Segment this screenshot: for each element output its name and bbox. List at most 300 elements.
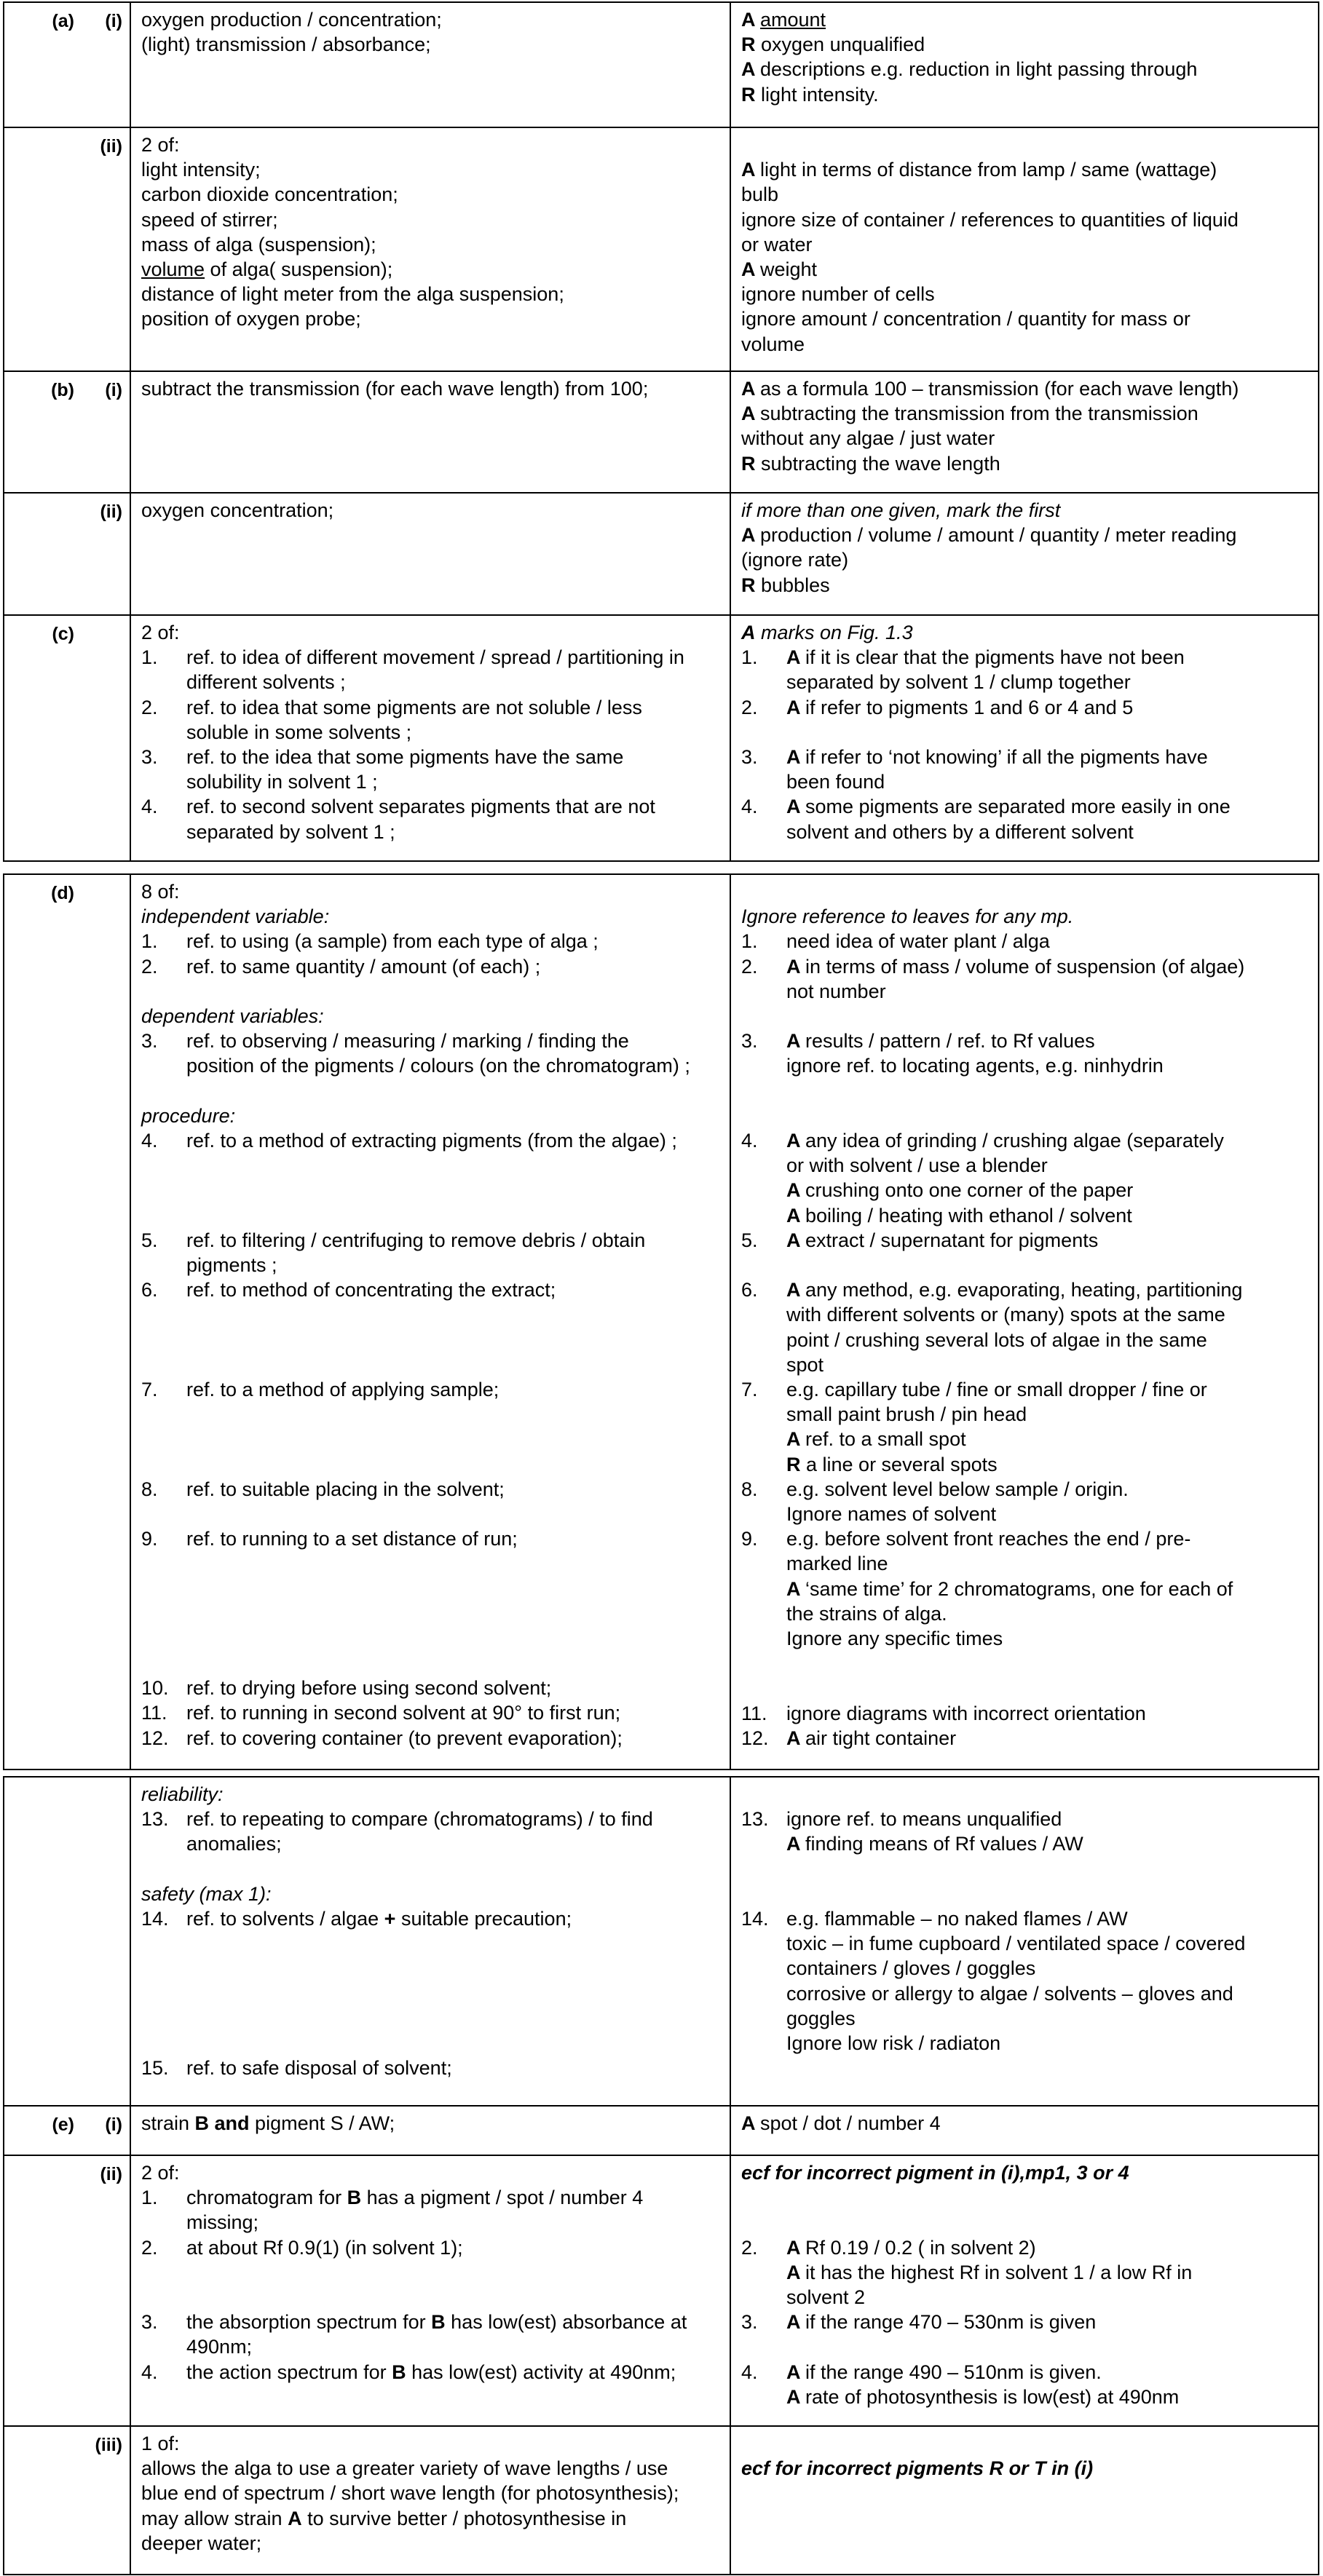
text-run: small paint brush / pin head [786,1403,1027,1426]
point-line [186,1302,721,1327]
text-run: A [741,2112,760,2134]
point-line [786,1906,1309,1931]
point-line [786,1726,1309,1751]
text-run: 2 of: [141,2162,180,2184]
text-run: 1 of: [141,2433,180,2454]
point-text [786,2235,1309,2310]
text-run: ref. to drying before using second solvent; [186,1677,552,1700]
text-line [141,1103,721,1128]
question-label-cell [4,371,130,493]
text-run: ref. to filtering / centrifuging to remove debris / obtain [186,1229,646,1251]
text-run: spot / dot / number 4 [760,2112,941,2134]
text-run: A [786,796,805,818]
text-run: pigments ; [186,1253,277,1276]
point-number: 3. [741,746,758,768]
point-number: 5. [741,1229,758,1251]
text-run: oxygen concentration; [141,499,334,521]
text-line [741,282,1309,306]
question-label-cell [4,2,130,127]
point-line [186,2006,721,2031]
point-line [786,2310,1309,2334]
text-run: air tight container [805,1727,957,1749]
point-line [786,1377,1309,1402]
text-run: any idea of grinding / crushing algae (separately [805,1129,1224,1152]
point-text [786,2360,1309,2409]
text-run: A [786,2385,805,2408]
question-label [4,128,130,159]
point-text [186,1228,721,1277]
point-number: 1. [141,2187,158,2209]
point-line [186,2056,721,2080]
text-line [141,1882,721,1906]
text-run: + [384,1908,396,1930]
text-run: A [786,1030,805,1053]
text-run: ignore amount / concentration / quantity for mass or [741,308,1190,330]
point-line [786,670,1309,694]
question-subpart: (ii) [100,136,122,156]
point-number: 2. [141,955,158,978]
numbered-point [141,929,721,954]
point-line [786,1931,1309,1956]
blank-line [741,1782,1309,1807]
text-run: the strains of alga. [786,1602,947,1625]
text-run: pigment S / AW; [249,2112,395,2134]
numbered-point [141,794,721,844]
question-label [4,875,130,905]
guidance-content [731,1778,1318,2060]
numbered-point [141,1377,721,1477]
text-run: ref. to safe disposal of solvent; [186,2057,452,2080]
blank-line [741,1857,1309,1882]
text-run: carbon dioxide concentration; [141,183,398,206]
text-run: A [786,1279,805,1301]
point-text [186,1128,721,1228]
text-run: has a pigment / spot / number 4 [361,2187,644,2209]
blank-line [741,2185,1309,2210]
point-line [786,2385,1309,2409]
text-run: independent variable: [141,905,330,928]
text-run: as a formula 100 – transmission (for each wave length) [760,378,1239,400]
answer-content [131,1778,730,2085]
text-line [741,547,1309,572]
text-line [141,2111,721,2136]
numbered-point [741,1906,1309,2056]
text-run: some pigments are separated more easily in one [805,796,1231,818]
question-label-cell [4,2106,130,2155]
point-text [786,1128,1309,1228]
text-run: A [786,2361,805,2383]
text-run: B [347,2187,362,2209]
point-line [786,1701,1309,1726]
point-line [786,2031,1309,2056]
text-run: A [741,378,760,400]
point-number: 13. [741,1808,769,1831]
text-run: deeper water; [141,2532,262,2554]
question-row [4,1777,1319,2106]
text-run: R [741,452,761,475]
point-line [786,1502,1309,1526]
guidance-cell [730,371,1319,493]
point-line [786,2235,1309,2260]
text-run: Ignore names of solvent [786,1503,997,1525]
point-line [186,2310,721,2334]
text-run: ref. to running in second solvent at 90° to first run; [186,1702,621,1724]
text-line [741,257,1309,282]
blank-line [741,879,1309,904]
point-text [186,929,721,954]
text-run: B [431,2311,446,2334]
text-run: ref. to a method of extracting pigments (from the algae) ; [186,1130,677,1152]
numbered-point [141,2185,721,2235]
point-text [786,1477,1309,1526]
answer-content [131,2107,730,2140]
answer-cell [130,615,730,861]
text-run: ecf for incorrect pigments [741,2457,990,2480]
question-label-cell [4,493,130,615]
text-line [741,232,1309,257]
guidance-content [731,128,1318,361]
text-line [141,306,721,331]
point-text [186,1377,721,1477]
guidance-content [731,494,1318,602]
point-number: 9. [741,1528,758,1550]
question-subpart [96,881,122,905]
text-line [141,879,721,904]
text-run: e.g. flammable – no naked flames / AW [786,1907,1128,1930]
text-run: or with solvent / use a blender [786,1154,1048,1177]
point-line [186,695,721,720]
text-line [741,2456,1309,2481]
text-line [141,2456,721,2481]
mark-scheme-table-part-2 [3,873,1319,1770]
text-run: to survive better / photosynthesise in [301,2507,627,2529]
point-number: 13. [141,1808,169,1831]
answer-content [131,2427,730,2560]
point-text [186,2235,721,2310]
guidance-content [731,875,1318,1755]
text-run: oxygen unqualified [761,33,925,56]
text-run: point / crushing several lots of algae in the same [786,1328,1207,1351]
point-line [786,1029,1309,1053]
point-text [186,645,721,694]
question-part: (d) [51,883,74,903]
text-run: A [786,1229,805,1251]
mark-scheme-table [3,1,1319,862]
point-line [186,720,721,745]
text-run: may allow strain [141,2507,288,2529]
point-line [786,1577,1309,1601]
point-line [786,1427,1309,1451]
text-line [141,376,721,401]
guidance-content [731,2107,1318,2140]
numbered-point [741,645,1309,694]
guidance-content [731,2427,1318,2485]
text-run: has low(est) activity at 490nm; [406,2361,676,2383]
point-line [786,1178,1309,1202]
text-line [741,2160,1309,2185]
text-run: A [786,1129,805,1152]
text-run: A [786,1727,805,1749]
point-number: 2. [741,955,758,978]
point-text [186,1906,721,2056]
point-line [786,720,1309,745]
numbered-point [741,1477,1309,1526]
point-line [186,1576,721,1601]
text-run: ref. to second solvent separates pigments that are not [186,796,655,818]
point-text [186,794,721,844]
point-line [786,954,1309,979]
numbered-point [141,695,721,745]
text-run: volume [741,333,805,355]
text-run: ref. to idea of different movement / spread / partitioning in [186,646,684,669]
point-number: 1. [741,930,758,953]
point-line [186,1807,721,1831]
text-run: distance of light meter from the alga suspension; [141,283,564,306]
point-text [186,695,721,745]
text-run: or water [741,233,813,255]
point-number: 8. [141,1478,158,1500]
blank-line [741,132,1309,157]
numbered-point [141,1526,721,1676]
text-run: descriptions e.g. reduction in light passing through [760,58,1198,81]
text-line [141,207,721,232]
text-line [741,401,1309,426]
text-run: reliability: [141,1783,224,1805]
text-run: at about Rf 0.9(1) (in solvent 1); [186,2236,463,2259]
point-text [186,1726,721,1751]
text-run: the absorption spectrum for [186,2311,432,2334]
point-line [186,1253,721,1277]
point-line [186,1153,721,1178]
text-line [141,498,721,523]
numbered-point [141,1228,721,1277]
numbered-point [141,1676,721,1700]
point-number: 3. [741,2311,758,2334]
text-run: ref. to covering container (to prevent evaporation); [186,1727,623,1749]
point-number: 4. [141,2361,158,2383]
point-number: 3. [141,1030,158,1053]
numbered-point [741,695,1309,745]
point-line [186,1626,721,1651]
text-run: boiling / heating with ethanol / solvent [805,1204,1132,1226]
text-run: rate of photosynthesis is low(est) at 490nm [805,2385,1180,2408]
text-run: it has the highest Rf in solvent 1 / a low Rf in [805,2261,1193,2283]
question-subpart: (i) [105,380,122,400]
question-label [4,3,130,33]
text-run: of alga( suspension); [205,258,393,281]
text-run: safety (max 1): [141,1882,272,1905]
numbered-point [741,1701,1309,1726]
text-run: e.g. before solvent front reaches the end / pre- [786,1528,1191,1550]
blank-line [741,2210,1309,2235]
answer-cell [130,1777,730,2106]
point-line [186,794,721,819]
text-run: for incorrect pigment in (i),mp1, 3 or 4 [770,2162,1129,2184]
guidance-content [731,372,1318,480]
point-text [786,1701,1309,1726]
text-run: B [392,2361,406,2383]
question-label-cell [4,2426,130,2575]
point-line [186,2260,721,2285]
text-line [141,1782,721,1807]
text-run: ignore ref. to locating agents, e.g. ninhydrin [786,1055,1164,1077]
text-run: 8 of: [141,881,180,903]
text-run: A [786,1204,805,1226]
text-run: (light) transmission / absorbance; [141,33,431,56]
mark-scheme-table-part-1 [3,1,1319,862]
point-text [786,645,1309,694]
answer-cell [130,371,730,493]
text-run: has low(est) absorbance at [445,2311,687,2334]
point-line [186,745,721,769]
question-subpart: (i) [105,11,122,31]
point-line [186,1651,721,1676]
text-run: oxygen production / concentration; [141,9,442,31]
guidance-cell [730,1777,1319,2106]
point-text [786,1029,1309,1078]
blank-line [741,1004,1309,1029]
text-line [741,498,1309,523]
point-text [786,1377,1309,1477]
point-text [186,1029,721,1078]
text-run: or [1003,2457,1035,2480]
question-subpart: (ii) [100,502,122,522]
text-line [141,132,721,157]
question-label-cell [4,127,130,371]
point-text [786,1906,1309,2056]
point-text [786,929,1309,954]
point-number: 11. [141,1702,167,1724]
guidance-cell [730,493,1319,615]
text-run: separated by solvent 1 ; [186,820,395,843]
question-subpart: (i) [105,2115,122,2135]
text-line [141,257,721,282]
text-run: A [741,159,760,181]
point-text [786,2310,1309,2359]
text-run: if the range 470 – 530nm is given [805,2311,1097,2334]
point-number: 5. [141,1229,158,1251]
point-number: 4. [741,2361,758,2383]
point-text [786,745,1309,794]
question-label-cell [4,874,130,1769]
guidance-cell [730,615,1319,861]
blank-line [741,1079,1309,1103]
point-number: 7. [741,1378,758,1400]
text-run: results / pattern / ref. to Rf values [805,1030,1095,1053]
point-number: 6. [741,1279,758,1301]
guidance-cell [730,2426,1319,2575]
question-part: (b) [51,380,74,400]
text-run: if more than one given, mark the first [741,499,1061,521]
text-run: light in terms of distance from lamp / same (wattage) [760,159,1217,181]
text-line [741,306,1309,331]
point-line [186,1981,721,2006]
text-run: dependent variables: [141,1005,324,1027]
text-run: ref. to using (a sample) from each type of alga ; [186,930,599,953]
point-line [786,2285,1309,2310]
point-line [186,1352,721,1377]
text-run: R [741,33,761,56]
point-number: 2. [741,2236,758,2259]
text-line [741,157,1309,182]
point-line [786,1551,1309,1576]
numbered-point [141,1700,721,1725]
point-line [786,794,1309,819]
text-line [741,82,1309,107]
text-run: ref. to a method of applying sample; [186,1378,499,1400]
text-run: speed of stirrer; [141,208,278,231]
text-run: if the range 490 – 510nm is given. [805,2361,1102,2383]
question-row [4,493,1319,615]
point-text [786,695,1309,745]
text-run: production / volume / amount / quantity / meter reading [760,524,1237,547]
text-run: a line or several spots [806,1453,998,1475]
numbered-point [741,2235,1309,2310]
question-label [4,2156,130,2187]
text-run: solvent 2 [786,2286,866,2308]
point-line [186,954,721,979]
point-text [186,1676,721,1700]
text-run: A [288,2507,302,2529]
point-line [186,1452,721,1477]
text-line [141,282,721,306]
numbered-point [741,954,1309,1004]
point-line [186,1277,721,1302]
text-line [141,2531,721,2556]
text-line [741,2111,1309,2136]
text-run: with different solvents or (many) spots at the same [786,1304,1225,1326]
text-run: solvent and others by a different solvent [786,820,1134,843]
point-line [786,769,1309,794]
text-line [741,376,1309,401]
point-number: 3. [141,746,158,769]
text-run: Ignore low risk / radiaton [786,2032,1001,2054]
point-line [186,1328,721,1352]
text-line [141,2431,721,2456]
point-text [186,1477,721,1526]
point-line [786,1352,1309,1377]
text-run: e.g. solvent level below sample / origin. [786,1478,1129,1500]
text-run: ecf [741,2162,770,2184]
numbered-point [141,1477,721,1526]
text-run: without any algae / just water [741,427,995,450]
text-line [741,573,1309,598]
text-line [741,332,1309,357]
guidance-cell [730,2155,1319,2426]
point-line [786,1831,1309,1856]
numbered-point [741,1726,1309,1751]
text-run: marks on Fig. 1.3 [755,622,913,643]
point-line [186,2360,721,2385]
numbered-point [141,2310,721,2359]
point-line [786,1203,1309,1228]
point-line [186,1726,721,1751]
numbered-point [141,2056,721,2080]
text-run: weight [760,258,818,280]
point-line [186,1402,721,1427]
mark-scheme-table [3,873,1319,1770]
text-run: A [786,746,805,768]
numbered-point [741,1128,1309,1228]
text-run: any method, e.g. evaporating, heating, partitioning [805,1279,1243,1301]
text-run: if refer to pigments 1 and 6 or 4 and 5 [805,696,1134,718]
point-number: 6. [141,1279,158,1301]
point-line [186,929,721,954]
point-number: 10. [141,1677,169,1700]
text-run: ref. to solvents / algae [186,1908,384,1930]
text-run: ref. to idea that some pigments are not soluble / less [186,696,642,718]
text-run: subtract the transmission (for each wave length) from 100; [141,378,649,400]
